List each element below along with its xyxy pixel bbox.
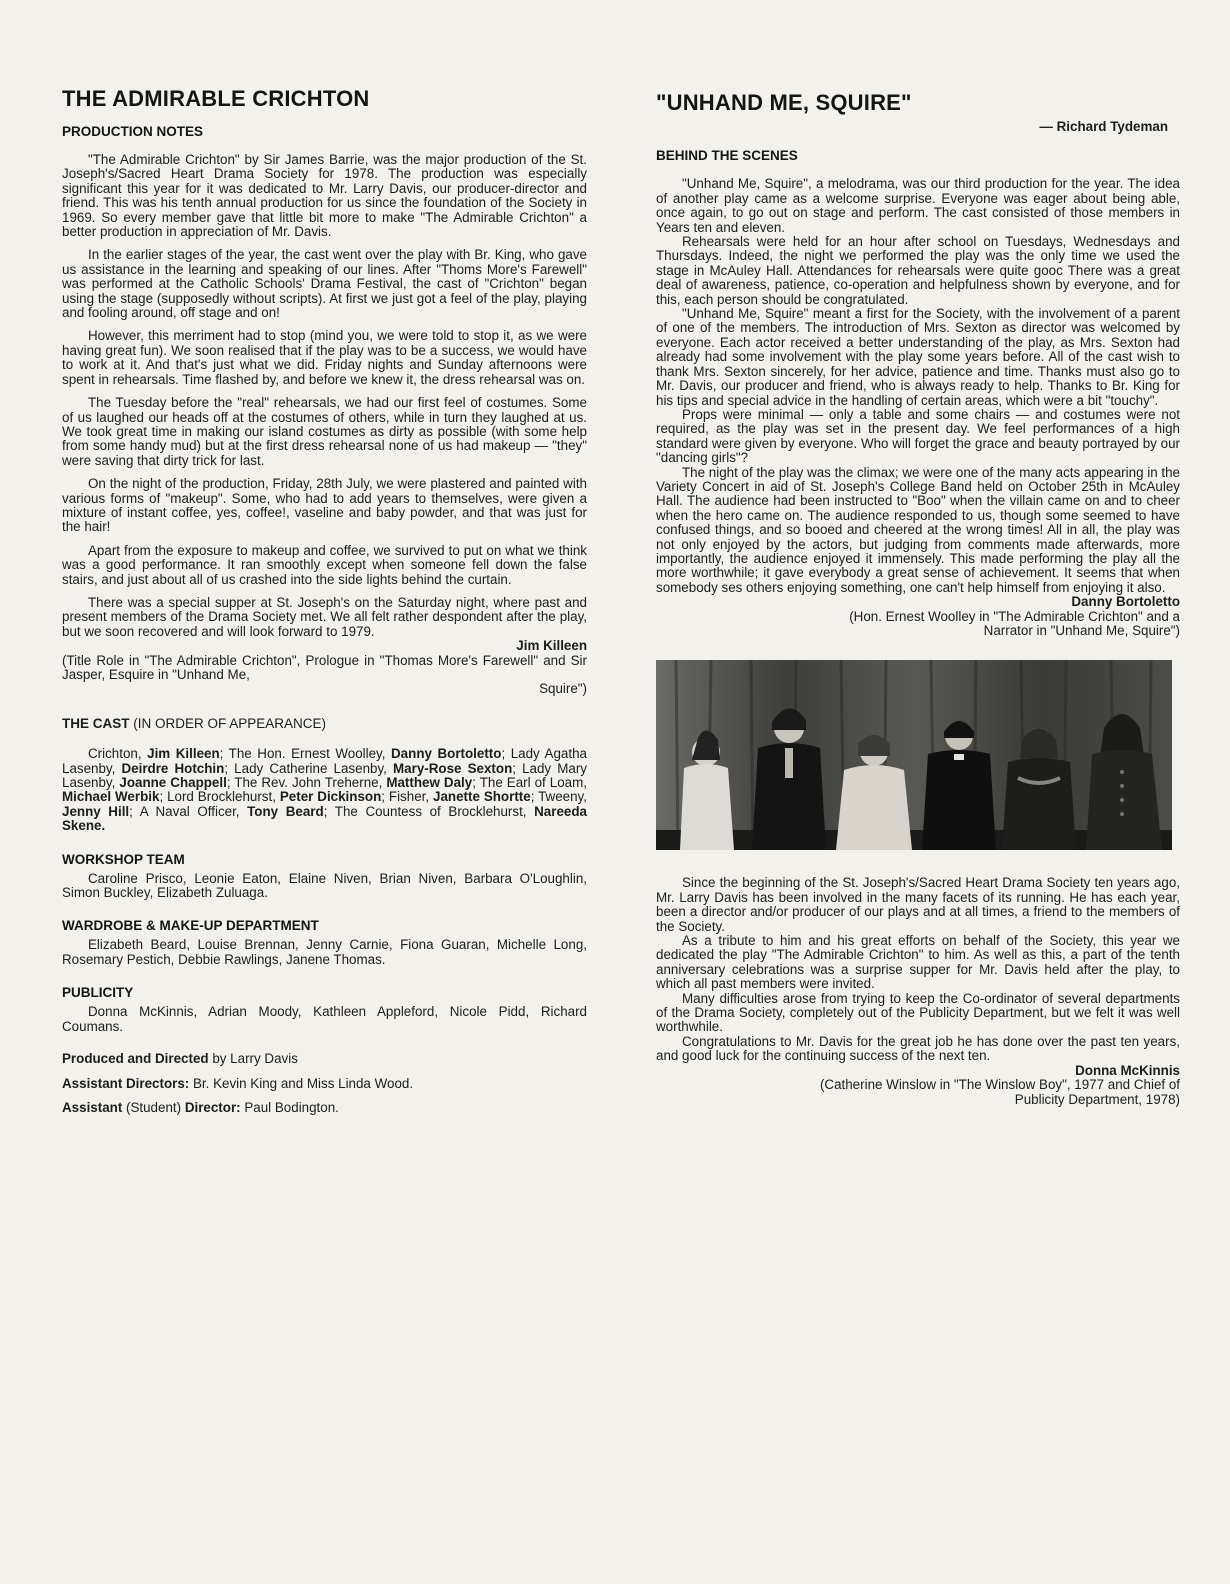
scenes-paragraph: "Unhand Me, Squire" meant a first for the Society, with the involvement of a parent of one of the members. The introduction of Mrs. Sexton as director was welcomed by everyone. Each actor received a better understanding of the play, as Mrs. Sexton had already had some involvement with the play some years before. All of the cast wish to thank Mrs. Sexton sincerely, for her advice, patience and time. Thanks must also go to Mr. Davis, our producer and friend, who is always ready to help. Thanks to Br. King for his tips and special advice in the handling of certain areas, which were a bit "touchy". <box>656 306 1180 408</box>
cast-actor: Janette Shortte <box>433 789 531 805</box>
cast-heading <box>62 717 587 731</box>
production-paragraph: There was a special supper at St. Joseph's on the Saturday night, where past and present members of the Drama Society met. We all felt rather despondent after the play, but we soon recovered and will look forward to 1979. <box>62 594 587 639</box>
right-column <box>656 0 1180 1107</box>
workshop-members: Caroline Prisco, Leonie Eaton, Elaine Niven, Brian Niven, Barbara O'Loughlin, Simon Buckley, Elizabeth Zuluaga. <box>62 870 587 901</box>
signature-role-end: Squire") <box>539 681 587 697</box>
wardrobe-heading: WARDROBE & MAKE-UP DEPARTMENT <box>62 918 319 934</box>
scenes-paragraph: Rehearsals were held for an hour after school on Tuesdays, Wednesdays and Thursdays. Indeed, the night we performed the play was the only time we used the stage in McAuley Hall. Attendances for rehearsals were quite gooc There was a great deal of awareness, patience, co-operation and helpfulness shown by everyone, and for this, each person should be congratulated. <box>656 234 1180 307</box>
cast-actor: Nareeda Skene <box>62 803 587 834</box>
cast-actor: Jim Killeen <box>147 746 220 762</box>
cast-photo <box>656 660 1172 850</box>
tribute-paragraph: Many difficulties arose from trying to keep the Co-ordinator of several departments of the Drama Society, completely out of the Publicity Department, but we felt it was well worthwhile. <box>656 990 1180 1035</box>
cast-list: Crichton, Jim Killeen; The Hon. Ernest Woolley, Danny Bortoletto; Lady Agatha Lasenby, Deirdre Hotchin; Lady Catherine Lasenby, Mary-Rose Sexton; Lady Mary Lasenby, Joanne Chappell; The Rev. John Treherne, Matthew Daly; The Earl of Loam, Michael Werbik; Lord Brocklehurst, Peter Dickinson; Fisher, Janette Shortte; Tweeny, Jenny Hill; A Naval Officer, Tony Beard; The Countess of Brocklehurst, Nareeda Skene. <box>62 746 588 834</box>
tribute-body <box>656 876 1180 1063</box>
student-director-line: Assistant (Student) Director: Paul Bodington. <box>62 1099 339 1115</box>
cast-actor: Joanne Chappell <box>119 775 227 791</box>
cast-actor: Peter Dickinson <box>279 789 382 805</box>
production-paragraph: Apart from the exposure to makeup and coffee, we survived to put on what we think was a good performance. It ran smoothly except when someone fell down the false stairs, and just about all of us crashed into the side lights behind the curtain. <box>62 542 587 587</box>
tribute-paragraph: As a tribute to him and his great efforts on behalf of the Society, this year we dedicated the play "The Admirable Crichton" to him. As well as this, a part of the tenth anniversary celebrations was a surprise supper for Mr. Davis held after the play, to which all past members were invited. <box>656 933 1180 992</box>
scenes-paragraph: The night of the play was the climax; we were one of the many acts appearing in the Variety Concert in aid of St. Joseph's College Band held on October 25th in McAuley Hall. The audience had been instructed to "Boo" when the villain came on and to cheer when the hero came on. The audience responded to us, though some seemed to have confused things, and so booed and cheered at the wrong times! All in all, the play was not only enjoyed by the actors, but judging from comments made afterwards, more importantly, the audience enjoyed it immensely. This made performing the play all the more worthwhile; it gave everybody a great sense of achievement. It seems that when somebody ses others enjoying something, one can't help himself from enjoying it also. <box>656 464 1180 595</box>
cast-actor: Deirdre Hotchin <box>121 760 225 776</box>
publicity-members: Donna McKinnis, Adrian Moody, Kathleen Appleford, Nicole Pidd, Richard Coumans. <box>62 1004 587 1034</box>
assistant-directors-line: Assistant Directors: Br. Kevin King and Miss Linda Wood. <box>62 1075 414 1091</box>
production-paragraph: In the earlier stages of the year, the cast went over the play with Br. King, who gave us assistance in the learning and speaking of our lines. After "Thoms More's Farewell" was performed at the Catholic Schools' Drama Festival, the cast of "Crichton" began using the stage (supposedly without scripts). At first we just got a feel of the play, playing and fooling around, off stage and on! <box>62 247 587 321</box>
article-title-unhand-me-squire: "UNHAND ME, SQUIRE" <box>656 90 912 115</box>
production-paragraph: The Tuesday before the "real" rehearsals, we had our first feel of costumes. Some of us laughed our heads off at the costumes of others, while in turn they laughed at us. We took great time in making our island costumes as dirty as possible (with some help from some handy mud) but at the first dress rehearsal none of us had makeup — "they" were saving that dirty trick for last. <box>62 395 587 468</box>
produced-by-line: Produced and Directed by Larry Davis <box>62 1051 298 1067</box>
left-column <box>62 0 587 1115</box>
signature-role-end: Narrator in "Unhand Me, Squire") <box>983 623 1180 638</box>
signature-name: Donna McKinnis <box>1075 1062 1180 1078</box>
publicity-heading: PUBLICITY <box>62 985 134 1001</box>
workshop-heading: WORKSHOP TEAM <box>62 851 185 867</box>
scenes-paragraph: "Unhand Me, Squire", a melodrama, was our third production for the year. The idea of another play came as a welcome surprise. Everyone was eager about being able, once again, to go out on stage and perform. The cast consisted of those members in Years ten and eleven. <box>656 176 1180 235</box>
signature-name: Danny Bortoletto <box>1071 594 1180 610</box>
wardrobe-members: Elizabeth Beard, Louise Brennan, Jenny Carnie, Fiona Guaran, Michelle Long, Rosemary Pestich, Debbie Rawlings, Janene Thomas. <box>62 937 587 967</box>
signature-role: (Title Role in "The Admirable Crichton", Prologue in "Thomas More's Farewell" and Sir Jasper, Esquire in "Unhand Me, <box>62 652 587 682</box>
signature-name: Jim Killeen <box>516 638 587 654</box>
scenes-paragraph: Props were minimal — only a table and some chairs — and costumes were not required, as the play was set in the present day. We feel performances of a high standard were given by everyone. Who will forget the grace and beauty portrayed by our "dancing girls"? <box>656 406 1180 466</box>
cast-actor: Danny Bortoletto <box>391 746 502 762</box>
byline: — Richard Tydeman <box>1039 119 1168 134</box>
cast-actor: Michael Werbik <box>62 789 160 805</box>
tribute-paragraph: Since the beginning of the St. Joseph's/Sacred Heart Drama Society ten years ago, Mr. Larry Davis has been involved in the many facets of its running. He has each year, been a director and/or producer of our plays and at all times, a friend to the members of the Society. <box>656 875 1180 934</box>
signature-role-end: Publicity Department, 1978) <box>1014 1091 1180 1107</box>
production-paragraph: On the night of the production, Friday, 28th July, we were plastered and painted with various forms of "makeup". Some, who had to add years to themselves, were given a mixture of instant coffee, yes, coffee!, vaseline and baby powder, and that was just for the hair! <box>62 476 587 535</box>
signature-role: (Hon. Ernest Woolley in "The Admirable Crichton" and a <box>849 608 1180 624</box>
production-paragraph: However, this merriment had to stop (mind you, we were told to stop it, as we were having great fun). We soon realised that if the play was to be a success, we would have to work at it. And that's just what we did. Friday nights and Sunday afternoons were spent in rehearsals. Time flashed by, and before we knew it, the dress rehearsal was on. <box>62 328 587 387</box>
tribute-paragraph: Congratulations to Mr. Davis for the great job he has done over the past ten years, and good luck for the continuing success of the next ten. <box>656 1033 1180 1064</box>
production-paragraph: "The Admirable Crichton" by Sir James Barrie, was the major production of the St. Joseph's/Sacred Heart Drama Society for 1978. The production was especially significant this year for it was dedicated to Mr. Larry Davis, our producer-director and friend. This was his tenth annual production for us since the foundation of the Society in 1969. So every member gave that little bit more to make "The Admirable Crichton" a better production in appreciation of Mr. Davis. <box>62 152 587 240</box>
production-notes-body <box>62 153 587 639</box>
behind-the-scenes-body <box>656 177 1180 595</box>
cast-actor: Mary-Rose Sexton <box>393 760 513 776</box>
cast-heading-note: (IN ORDER OF APPEARANCE) <box>129 715 327 731</box>
cast-heading-bold: THE CAST <box>62 715 130 731</box>
cast-actor: Jenny Hill <box>62 803 130 819</box>
cast-actor: Tony Beard <box>247 803 324 819</box>
signature-role: (Catherine Winslow in "The Winslow Boy", 1977 and Chief of <box>819 1077 1180 1093</box>
cast-actor: Matthew Daly <box>386 775 473 791</box>
behind-the-scenes-heading: BEHIND THE SCENES <box>656 148 798 164</box>
article-title-admirable-crichton: THE ADMIRABLE CRICHTON <box>62 86 370 111</box>
production-notes-heading: PRODUCTION NOTES <box>62 124 204 139</box>
cast-photo-image <box>656 660 1172 850</box>
